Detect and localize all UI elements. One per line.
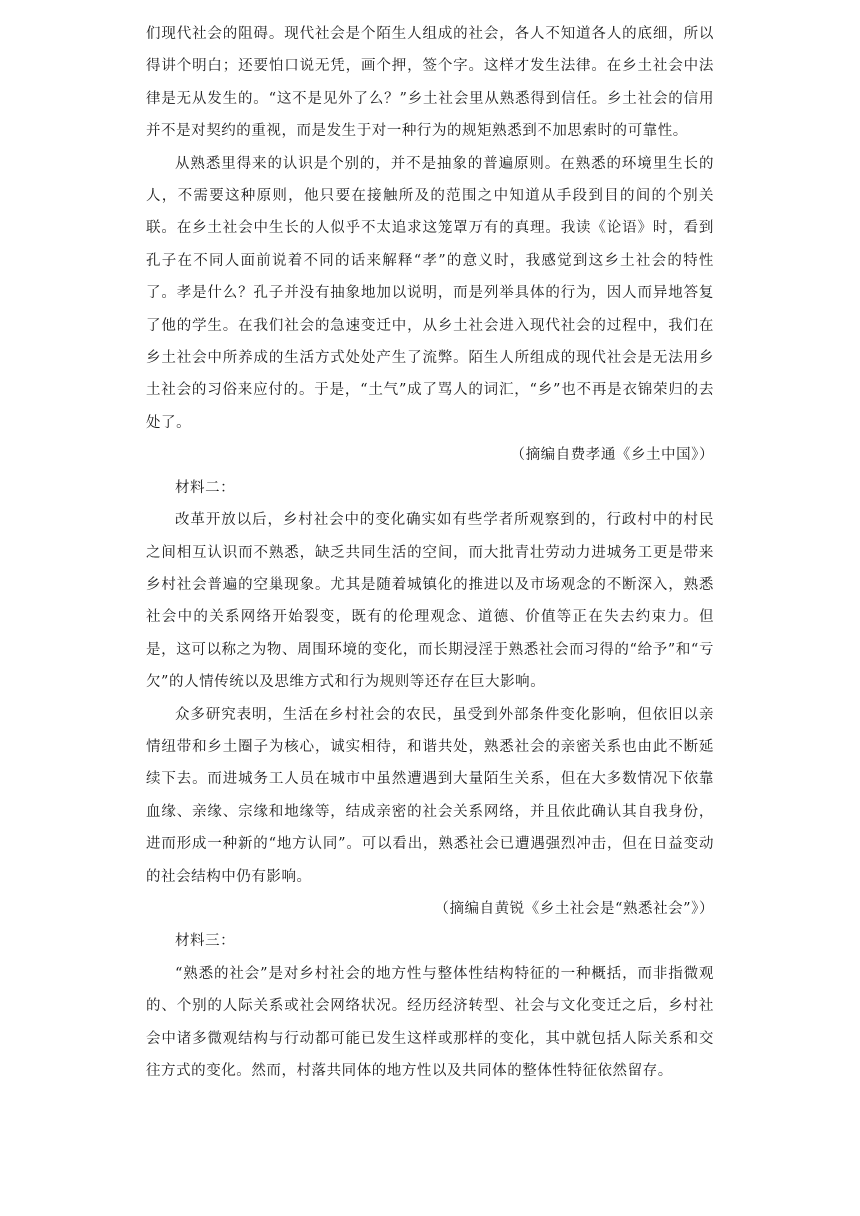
source-citation-2: （摘编自黄锐《乡土社会是“熟悉社会”》） [434,900,714,917]
source-citation-1: （摘编自费孝通《乡土中国》） [510,447,714,464]
paragraph-continued: 们现代社会的阻碍。现代社会是个陌生人组成的社会，各人不知道各人的底细，所以得讲个明白；还要怕口说无凭，画个押，签个字。这样才发生法律。在乡土社会中法律是无从发生的。“这不是见外了么？”乡土社会里从熟悉得到信任。乡土社会的信用并不是对契约的重视，而是发生于对一种行为的规矩熟悉到不加思索时的可靠性。 [146,26,714,140]
material-three-label: 材料三： [175,933,236,950]
paragraph-familiarity: 从熟悉里得来的认识是个别的，并不是抽象的普遍原则。在熟悉的环境里生长的人，不需要这种原则，他只要在接触所及的范围之中知道从手段到目的间的个别关联。在乡土社会中生长的人似乎不太追求这笼罩万有的真理。我读《论语》时，看到孔子在不同人面前说着不同的话来解释“孝”的意义时，我感觉到这乡土社会的特性了。孝是什么？孔子并没有抽象地加以说明，而是列举具体的行为，因人而异地答复了他的学生。在我们社会的急速变迁中，从乡土社会进入现代社会的过程中，我们在乡土社会中所养成的生活方式处处产生了流弊。陌生人所组成的现代社会是无法用乡土社会的习俗来应付的。于是，“土气”成了骂人的词汇，“乡”也不再是衣锦荣归的去处了。 [146,155,714,431]
paragraph-familiar-society: “熟悉的社会”是对乡村社会的地方性与整体性结构特征的一种概括，而非指微观的、个别的人际关系或社会网络状况。经历经济转型、社会与文化变迁之后，乡村社会中诸多微观结构与行动都可能已发生这样或那样的变化，其中就包括人际关系和交往方式的变化。然而，村落共同体的地方性以及共同体的整体性特征依然留存。 [146,965,714,1079]
paragraph-reform: 改革开放以后，乡村社会中的变化确实如有些学者所观察到的，行政村中的村民之间相互认识而不熟悉，缺乏共同生活的空间，而大批青壮劳动力进城务工更是带来乡村社会普遍的空巢现象。尤其是随着城镇化的推进以及市场观念的不断深入，熟悉社会中的关系网络开始裂变，既有的伦理观念、道德、价值等正在失去约束力。但是，这可以称之为物、周围环境的变化，而长期浸淫于熟悉社会而习得的“给予”和“亏欠”的人情传统以及思维方式和行为规则等还存在巨大影响。 [146,512,714,691]
material-two-label: 材料二： [175,479,236,496]
paragraph-research: 众多研究表明，生活在乡村社会的农民，虽受到外部条件变化影响，但依旧以亲情纽带和乡土圈子为核心，诚实相待，和谐共处，熟悉社会的亲密关系也由此不断延续下去。而进城务工人员在城市中虽然遭遇到大量陌生关系，但在大多数情况下依靠血缘、亲缘、宗缘和地缘等，结成亲密的社会关系网络，并且依此确认其自我身份，进而形成一种新的“地方认同”。可以看出，熟悉社会已遭遇强烈冲击，但在日益变动的社会结构中仍有影响。 [146,706,714,885]
